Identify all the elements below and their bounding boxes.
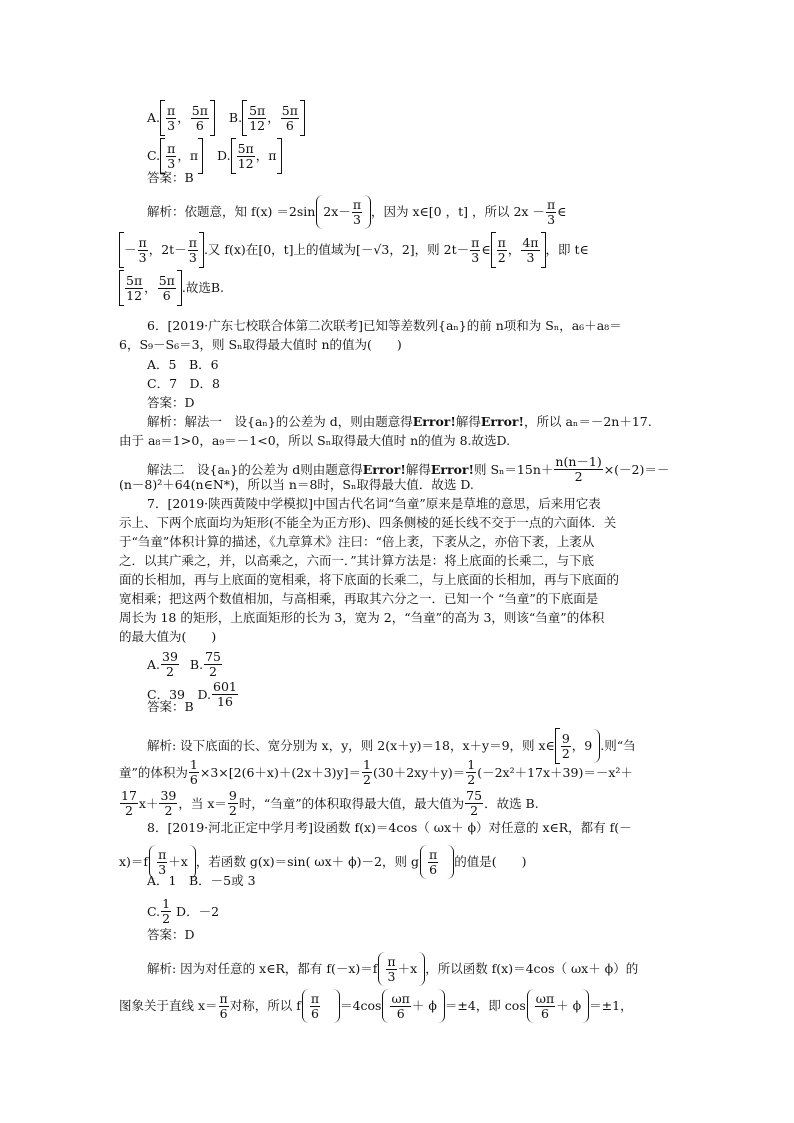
q6-stem-line1: 6．[2019·广东七校联合体第二次联考]已知等差数列{aₙ}的前 n项和为 Sₙ，a₆＋a₈＝ (147, 318, 622, 333)
q5-option-ab: A. $\frac{\pi}{3}$ ， $\frac{5\pi}{6}$ B. $\frac{5\pi}{12}$ ， $\frac{5\pi}{6}$ (147, 100, 305, 136)
q7-solution-line2: 童”的体积为 $\frac{1}{6}$ ×3×[2(6＋x)＋(2x＋3)y]＝ $\frac{1}{2}$ (30＋2xy＋y)＝ $\frac{1}{2}$ (－2x²＋17x＋39)＝－x²＋ (119, 757, 633, 787)
q6-solution-line1: 解析：解法一 设{aₙ}的公差为 d，则由题意得Error!解得Error!，所以 aₙ＝－2n＋17. (147, 414, 652, 429)
q8-stem-line2: x)＝f $\frac{\pi}{3}$ ＋x ，若函数 g(x)＝sin( ωx＋ ϕ)－2，则 g $\frac{\pi}{6}$ 的值是( ) (119, 845, 526, 879)
q7-stem-line2: 示上、下两个底面均为矩形(不能全为正方形)、四条侧棱的延长线不交于一点的六面体．关 (119, 515, 617, 530)
q8-answer: 答案：D (147, 927, 195, 942)
q7-stem-line5: 面的长相加，再与上底面的宽相乘，将下底面的长乘二，与上底面的长相加，再与下底面的 (119, 572, 620, 587)
q5-solution-line3: $\frac{5\pi}{12}$ ， $\frac{5\pi}{6}$ .故选B. (119, 270, 224, 306)
q5-solution-line1: 解析：依题意，知 f(x) ＝2sin 2x－ $\frac{\pi}{3}$ ，因为 x∈[0 ，t] ，所以 2x － $\frac{\pi}{3}$ ∈ (147, 195, 566, 229)
q8-stem-line1: 8．[2019·河北正定中学月考]设函数 f(x)＝4cos（ ωx＋ ϕ）对任意的 x∈R，都有 f(－ (147, 820, 632, 835)
q6-options-ab: A．5 B．6 (147, 357, 219, 372)
q6-stem-line2: 6，S₉－S₆＝3，则 Sₙ取得最大值时 n的值为( ) (119, 337, 402, 352)
q7-answer: 答案：B (147, 699, 194, 714)
q7-options-cd: C．39 D. $\frac{601}{16}$ (147, 679, 237, 709)
q7-stem-line7: 周长为 18 的矩形，上底面矩形的长为 3，宽为 2，“刍童”的高为 3，则该“刍童”的体积 (119, 610, 605, 625)
q7-solution-line3: $\frac{17}{2}$ x＋ $\frac{39}{2}$ ，当 x＝ $\frac{9}{2}$ 时，“刍童”的体积取得最大值，最大值为 $\frac{75}{2}$ ．故选 B. (121, 788, 539, 818)
q7-stem-line4: 之．以其广乘之，并，以高乘之，六而一．”其计算方法是：将上底面的长乘二，与下底 (119, 553, 595, 568)
q6-solution-line2: 由于 a₈＝1>0，a₉＝－1<0，所以 Sₙ取得最大值时 n的值为 8.故选D. (119, 433, 511, 448)
q8-solution-line2: 图象关于直线 x＝ $\frac{\pi}{6}$ 对称，所以 f $\frac{\pi}{6}$ ＝4cos $\frac{\omega\pi}{6}$ ＋ ϕ ＝±4，即 cos $\frac{\omega\pi}{6}$ ＋ ϕ ＝±1， (119, 989, 633, 1023)
q6-solution-line3: 解法二 设{aₙ}的公差为 d则由题意得Error!解得Error!则 Sₙ＝15n＋ $\frac{n(n-1)}{2}$ ×(－2)＝－ (147, 454, 670, 484)
q7-stem-line1: 7．[2019·陕西黄陵中学模拟]中国古代名词“刍童”原来是草堆的意思，后来用它表 (147, 496, 601, 511)
q7-solution-line1: 解析: 设下底面的长、宽分别为 x，y，则 2(x＋y)＝18，x＋y＝9，则 x∈ $\frac{9}{2}$ ，9 .则“刍 (147, 728, 636, 764)
q7-options-ab: A. $\frac{39}{2}$ B. $\frac{75}{2}$ (147, 649, 221, 679)
q7-stem-line3: 于“刍童”体积计算的描述，《九章算术》注曰：“倍上袤，下袤从之，亦倍下袤，上袤从 (119, 534, 595, 549)
q6-solution-line4: (n－8)²＋64(n∈N*)，所以当 n＝8时，Sₙ取得最大值．故选 D. (119, 477, 474, 492)
q5-answer: 答案：B (147, 170, 194, 185)
q5-solution-line2: － $\frac{\pi}{3}$ ，2t－ $\frac{\pi}{3}$ .又 f(x)在[0，t]上的值域为[－√3，2]，则 2t－ $\frac{\pi}{3}$ ∈ $\frac{\pi}{2}$ ， $\frac{4\pi}{3}$ ，即 t∈ (119, 232, 589, 268)
q6-options-cd: C．7 D．8 (147, 376, 220, 391)
q8-options-ab: A．1 B．－5或 3 (147, 873, 256, 888)
q5-option-cd: C. $\frac{\pi}{3}$ ，π D. $\frac{5\pi}{12}$ ，π (147, 138, 282, 174)
q7-stem-line8: 的最大值为( ) (119, 629, 217, 644)
q6-answer: 答案：D (147, 395, 195, 410)
q7-stem-line6: 宽相乘；把这两个数值相加，与高相乘，再取其六分之一．已知一个 “刍童”的下底面是 (119, 591, 599, 606)
q8-solution-line1: 解析: 因为对任意的 x∈R，都有 f(－x)＝f $\frac{\pi}{3}$ ＋x ，所以函数 f(x)＝4cos（ ωx＋ ϕ）的 (147, 952, 638, 986)
q8-options-cd: C. $\frac{1}{2}$ D．－2 (147, 896, 220, 926)
